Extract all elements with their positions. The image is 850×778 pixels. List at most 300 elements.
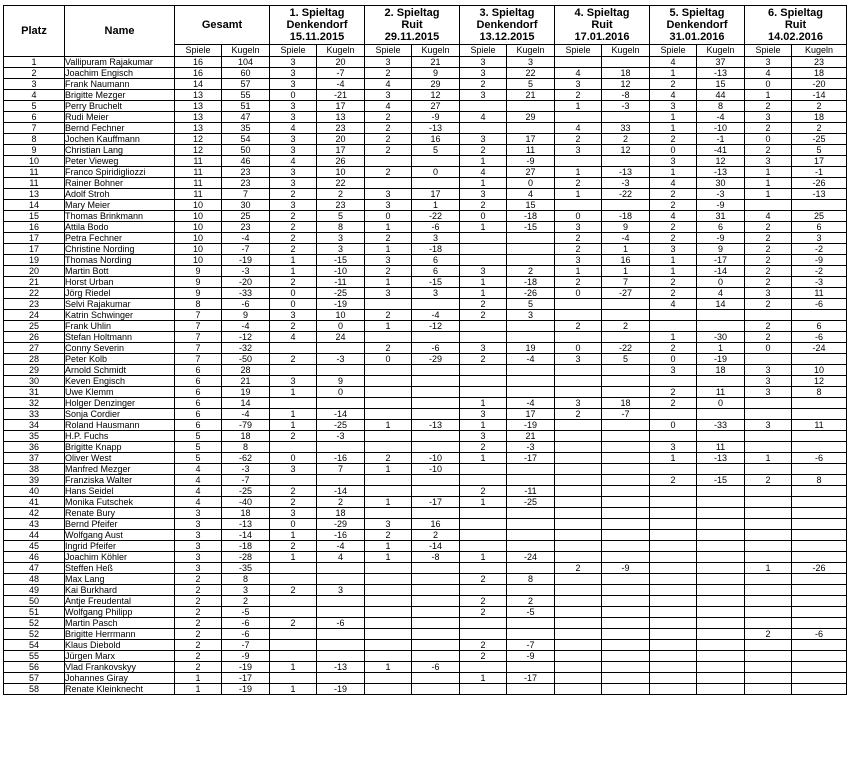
player-name-cell: Manfred Mezger — [65, 464, 175, 475]
day-5-balls-cell: -19 — [697, 354, 745, 365]
total-games-cell: 6 — [175, 420, 222, 431]
day-6-balls-cell: -6 — [792, 299, 847, 310]
day-3-balls-cell — [507, 662, 555, 673]
day-1-games-cell: 2 — [270, 354, 317, 365]
day-4-games-cell — [555, 387, 602, 398]
day-4-balls-cell — [602, 651, 650, 662]
table-row — [4, 497, 847, 508]
total-balls-cell: -40 — [222, 497, 270, 508]
total-balls-cell: -18 — [222, 541, 270, 552]
day-1-games-cell: 2 — [270, 585, 317, 596]
total-balls-cell: 60 — [222, 68, 270, 79]
day-5-games-cell — [650, 321, 697, 332]
day-5-games-cell: 4 — [650, 90, 697, 101]
col-header-spieltag-5: 5. Spieltag Denkendorf 31.01.2016 — [650, 6, 745, 45]
day-3-games-cell: 3 — [460, 90, 507, 101]
day-6-balls-cell: -14 — [792, 90, 847, 101]
day-1-balls-cell: -25 — [317, 288, 365, 299]
day-1-balls-cell — [317, 596, 365, 607]
table-row — [4, 68, 847, 79]
day-6-balls-cell — [792, 673, 847, 684]
day-3-games-cell: 2 — [460, 574, 507, 585]
day-1-games-cell: 3 — [270, 167, 317, 178]
day-4-balls-cell — [602, 552, 650, 563]
player-name-cell: Wolfgang Aust — [65, 530, 175, 541]
day-4-balls-cell — [602, 607, 650, 618]
total-balls-cell: -3 — [222, 464, 270, 475]
day-4-balls-cell — [602, 299, 650, 310]
player-name-cell: Antje Freudental — [65, 596, 175, 607]
day-6-games-cell: 3 — [745, 156, 792, 167]
day-5-games-cell: 4 — [650, 211, 697, 222]
total-games-cell: 5 — [175, 453, 222, 464]
day-6-games-cell: 2 — [745, 321, 792, 332]
day-5-balls-cell: -9 — [697, 200, 745, 211]
player-name-cell: Christian Lang — [65, 145, 175, 156]
player-name-cell: Steffen Heß — [65, 563, 175, 574]
day-5-games-cell: 2 — [650, 343, 697, 354]
day-3-balls-cell — [507, 464, 555, 475]
rank-cell: 17 — [4, 233, 65, 244]
day-5-balls-cell: 31 — [697, 211, 745, 222]
player-name-cell: Thomas Brinkmann — [65, 211, 175, 222]
rank-cell: 41 — [4, 497, 65, 508]
table-row — [4, 563, 847, 574]
total-games-cell: 6 — [175, 365, 222, 376]
day-3-games-cell: 3 — [460, 431, 507, 442]
day-6-games-cell: 3 — [745, 365, 792, 376]
day-5-balls-cell — [697, 376, 745, 387]
day-3-balls-cell — [507, 530, 555, 541]
day-5-balls-cell — [697, 310, 745, 321]
day-1-balls-cell — [317, 629, 365, 640]
day-5-games-cell: 1 — [650, 332, 697, 343]
day-5-balls-cell — [697, 629, 745, 640]
day-6-balls-cell — [792, 398, 847, 409]
day-1-balls-cell — [317, 475, 365, 486]
day-2-games-cell — [365, 508, 412, 519]
day-5-games-cell: 3 — [650, 442, 697, 453]
day-5-games-cell — [650, 497, 697, 508]
table-row — [4, 530, 847, 541]
player-name-cell: H.P. Fuchs — [65, 431, 175, 442]
day-4-games-cell: 1 — [555, 189, 602, 200]
day-2-balls-cell: -13 — [412, 420, 460, 431]
day-1-games-cell: 2 — [270, 486, 317, 497]
total-games-cell: 13 — [175, 101, 222, 112]
day-4-games-cell: 2 — [555, 277, 602, 288]
sub-header-spiele: Spiele — [365, 45, 412, 57]
total-balls-cell: -7 — [222, 640, 270, 651]
rank-cell: 40 — [4, 486, 65, 497]
day-6-balls-cell — [792, 464, 847, 475]
day-4-games-cell: 3 — [555, 354, 602, 365]
total-games-cell: 9 — [175, 266, 222, 277]
day-5-balls-cell: -1 — [697, 134, 745, 145]
day-6-games-cell — [745, 541, 792, 552]
day-1-games-cell: 2 — [270, 244, 317, 255]
rank-cell: 9 — [4, 145, 65, 156]
day-2-games-cell — [365, 629, 412, 640]
day-6-games-cell — [745, 651, 792, 662]
total-games-cell: 4 — [175, 464, 222, 475]
day-6-balls-cell: 18 — [792, 68, 847, 79]
day-3-balls-cell: 17 — [507, 134, 555, 145]
table-row — [4, 233, 847, 244]
player-name-cell: Frank Uhlin — [65, 321, 175, 332]
day-4-games-cell: 3 — [555, 222, 602, 233]
rank-cell: 22 — [4, 288, 65, 299]
player-name-cell: Martin Pasch — [65, 618, 175, 629]
day-2-balls-cell — [412, 178, 460, 189]
day-6-games-cell: 2 — [745, 123, 792, 134]
day-1-games-cell: 3 — [270, 376, 317, 387]
total-balls-cell: -14 — [222, 530, 270, 541]
day-2-balls-cell — [412, 640, 460, 651]
total-balls-cell: 23 — [222, 178, 270, 189]
day-4-balls-cell — [602, 585, 650, 596]
day-6-games-cell — [745, 486, 792, 497]
day-3-balls-cell: 8 — [507, 574, 555, 585]
day-2-balls-cell: 17 — [412, 189, 460, 200]
day-6-games-cell — [745, 673, 792, 684]
day-2-games-cell — [365, 156, 412, 167]
total-balls-cell: -4 — [222, 409, 270, 420]
day-5-games-cell — [650, 409, 697, 420]
rank-cell: 56 — [4, 662, 65, 673]
day-5-games-cell: 2 — [650, 222, 697, 233]
total-balls-cell: 47 — [222, 112, 270, 123]
day-6-games-cell: 3 — [745, 376, 792, 387]
table-row — [4, 475, 847, 486]
ranking-sheet — [3, 5, 847, 695]
day-1-games-cell: 2 — [270, 431, 317, 442]
player-name-cell: Attila Bodo — [65, 222, 175, 233]
day-5-games-cell — [650, 585, 697, 596]
day-6-games-cell — [745, 431, 792, 442]
day-3-balls-cell: 11 — [507, 145, 555, 156]
day-4-balls-cell — [602, 596, 650, 607]
total-games-cell: 5 — [175, 442, 222, 453]
day-4-balls-cell — [602, 530, 650, 541]
day-6-balls-cell: 18 — [792, 112, 847, 123]
day-4-games-cell: 0 — [555, 211, 602, 222]
rank-cell: 10 — [4, 156, 65, 167]
day-3-games-cell: 2 — [460, 145, 507, 156]
day-5-games-cell: 2 — [650, 189, 697, 200]
day-6-games-cell — [745, 409, 792, 420]
table-row — [4, 651, 847, 662]
day-1-games-cell: 3 — [270, 134, 317, 145]
day-2-games-cell — [365, 178, 412, 189]
rank-cell: 46 — [4, 552, 65, 563]
rank-cell: 37 — [4, 453, 65, 464]
day-2-games-cell: 2 — [365, 112, 412, 123]
rank-cell: 42 — [4, 508, 65, 519]
rank-cell: 31 — [4, 387, 65, 398]
rank-cell: 8 — [4, 134, 65, 145]
day-4-games-cell: 2 — [555, 90, 602, 101]
table-row — [4, 288, 847, 299]
day-6-games-cell — [745, 607, 792, 618]
total-games-cell: 4 — [175, 486, 222, 497]
day-5-games-cell: 4 — [650, 57, 697, 68]
total-games-cell: 11 — [175, 156, 222, 167]
rank-cell: 32 — [4, 398, 65, 409]
rank-cell: 28 — [4, 354, 65, 365]
day-3-games-cell: 3 — [460, 68, 507, 79]
rank-cell: 45 — [4, 541, 65, 552]
day-1-balls-cell: 13 — [317, 112, 365, 123]
day-1-games-cell: 2 — [270, 211, 317, 222]
table-row — [4, 57, 847, 68]
day-1-games-cell: 3 — [270, 310, 317, 321]
table-row — [4, 299, 847, 310]
total-games-cell: 7 — [175, 343, 222, 354]
day-3-games-cell — [460, 464, 507, 475]
day-6-games-cell: 0 — [745, 134, 792, 145]
day-6-games-cell: 4 — [745, 211, 792, 222]
day-2-balls-cell — [412, 486, 460, 497]
day-1-balls-cell: 0 — [317, 321, 365, 332]
day-5-balls-cell: -13 — [697, 167, 745, 178]
player-name-cell: Wolfgang Philipp — [65, 607, 175, 618]
total-games-cell: 3 — [175, 552, 222, 563]
day-2-games-cell: 2 — [365, 167, 412, 178]
player-name-cell: Petra Fechner — [65, 233, 175, 244]
day-3-games-cell — [460, 508, 507, 519]
day-2-balls-cell — [412, 299, 460, 310]
total-games-cell: 3 — [175, 563, 222, 574]
total-balls-cell: -6 — [222, 299, 270, 310]
total-games-cell: 7 — [175, 321, 222, 332]
day-3-balls-cell: 21 — [507, 431, 555, 442]
day-2-balls-cell: -9 — [412, 112, 460, 123]
table-row — [4, 409, 847, 420]
day-1-balls-cell: -16 — [317, 530, 365, 541]
rank-cell: 47 — [4, 563, 65, 574]
day-5-balls-cell: -41 — [697, 145, 745, 156]
day-1-games-cell: 0 — [270, 288, 317, 299]
day-6-games-cell — [745, 398, 792, 409]
day-3-games-cell: 3 — [460, 343, 507, 354]
table-row — [4, 398, 847, 409]
rank-cell: 20 — [4, 266, 65, 277]
day-3-balls-cell: -17 — [507, 673, 555, 684]
player-name-cell: Brigitte Herrmann — [65, 629, 175, 640]
day-6-balls-cell — [792, 574, 847, 585]
day-5-balls-cell: 1 — [697, 343, 745, 354]
day-1-balls-cell: -3 — [317, 354, 365, 365]
day-4-games-cell: 1 — [555, 266, 602, 277]
day-3-balls-cell: -3 — [507, 442, 555, 453]
day-3-games-cell: 2 — [460, 200, 507, 211]
day-1-games-cell: 2 — [270, 541, 317, 552]
table-row — [4, 662, 847, 673]
table-row — [4, 640, 847, 651]
day-1-games-cell: 4 — [270, 123, 317, 134]
table-row — [4, 266, 847, 277]
day-5-balls-cell: 37 — [697, 57, 745, 68]
day-4-games-cell — [555, 607, 602, 618]
day-2-balls-cell — [412, 387, 460, 398]
day-6-balls-cell — [792, 684, 847, 695]
total-games-cell: 7 — [175, 310, 222, 321]
day-6-games-cell: 1 — [745, 90, 792, 101]
day-3-balls-cell — [507, 629, 555, 640]
rank-cell: 4 — [4, 90, 65, 101]
day-2-games-cell — [365, 640, 412, 651]
rank-cell: 25 — [4, 321, 65, 332]
day-5-games-cell — [650, 486, 697, 497]
day-4-balls-cell: -18 — [602, 211, 650, 222]
day-2-games-cell — [365, 387, 412, 398]
day-1-games-cell: 2 — [270, 189, 317, 200]
table-row — [4, 387, 847, 398]
total-balls-cell: 8 — [222, 442, 270, 453]
day-2-balls-cell: -10 — [412, 453, 460, 464]
total-games-cell: 1 — [175, 673, 222, 684]
day-6-games-cell: 2 — [745, 145, 792, 156]
total-balls-cell: -6 — [222, 618, 270, 629]
table-row — [4, 365, 847, 376]
table-row — [4, 244, 847, 255]
total-balls-cell: 3 — [222, 585, 270, 596]
day-4-balls-cell: -7 — [602, 409, 650, 420]
total-balls-cell: -19 — [222, 255, 270, 266]
day-2-games-cell: 1 — [365, 420, 412, 431]
rank-cell: 17 — [4, 244, 65, 255]
day-3-games-cell: 3 — [460, 189, 507, 200]
rank-cell: 55 — [4, 651, 65, 662]
total-games-cell: 10 — [175, 255, 222, 266]
day-6-balls-cell — [792, 662, 847, 673]
day-1-games-cell: 1 — [270, 552, 317, 563]
day-5-games-cell: 2 — [650, 398, 697, 409]
ranking-table — [3, 5, 847, 695]
day-1-games-cell: 3 — [270, 101, 317, 112]
col-header-spieltag-4: 4. Spieltag Ruit 17.01.2016 — [555, 6, 650, 45]
day-6-games-cell — [745, 618, 792, 629]
day-6-games-cell: 1 — [745, 178, 792, 189]
day-1-balls-cell — [317, 673, 365, 684]
day-3-balls-cell — [507, 475, 555, 486]
player-name-cell: Thomas Nording — [65, 255, 175, 266]
day-5-games-cell: 2 — [650, 134, 697, 145]
rank-cell: 15 — [4, 211, 65, 222]
rank-cell: 3 — [4, 79, 65, 90]
day-1-balls-cell: 22 — [317, 178, 365, 189]
day-6-balls-cell — [792, 640, 847, 651]
day-2-balls-cell: -8 — [412, 552, 460, 563]
day-5-games-cell — [650, 431, 697, 442]
table-row — [4, 101, 847, 112]
day-4-games-cell — [555, 486, 602, 497]
table-row — [4, 200, 847, 211]
day-3-games-cell: 4 — [460, 167, 507, 178]
table-row — [4, 332, 847, 343]
day-4-games-cell: 4 — [555, 68, 602, 79]
day-5-games-cell: 1 — [650, 123, 697, 134]
day-6-games-cell: 3 — [745, 387, 792, 398]
day-4-balls-cell — [602, 453, 650, 464]
day-5-games-cell — [650, 618, 697, 629]
total-games-cell: 2 — [175, 651, 222, 662]
day-6-games-cell: 1 — [745, 563, 792, 574]
day-6-balls-cell: -9 — [792, 255, 847, 266]
day-6-games-cell: 4 — [745, 68, 792, 79]
total-balls-cell: 8 — [222, 574, 270, 585]
day-2-balls-cell — [412, 431, 460, 442]
total-balls-cell: -12 — [222, 332, 270, 343]
total-balls-cell: -19 — [222, 684, 270, 695]
day-2-games-cell: 1 — [365, 222, 412, 233]
day-6-games-cell: 2 — [745, 222, 792, 233]
day-5-games-cell: 4 — [650, 178, 697, 189]
day-1-games-cell: 0 — [270, 453, 317, 464]
day-5-balls-cell — [697, 651, 745, 662]
total-balls-cell: -7 — [222, 244, 270, 255]
sub-header-kugeln: Kugeln — [222, 45, 270, 57]
day-2-balls-cell: -14 — [412, 541, 460, 552]
day-4-games-cell — [555, 497, 602, 508]
day-3-games-cell — [460, 365, 507, 376]
day-4-games-cell — [555, 112, 602, 123]
day-4-balls-cell — [602, 684, 650, 695]
day-4-games-cell: 0 — [555, 288, 602, 299]
day-3-balls-cell — [507, 244, 555, 255]
day-1-balls-cell: 23 — [317, 123, 365, 134]
day-5-balls-cell: -17 — [697, 255, 745, 266]
day-6-balls-cell — [792, 486, 847, 497]
day-5-games-cell: 2 — [650, 277, 697, 288]
day-3-games-cell: 1 — [460, 398, 507, 409]
day-1-balls-cell: -3 — [317, 431, 365, 442]
day-5-games-cell — [650, 574, 697, 585]
day-1-balls-cell: 18 — [317, 508, 365, 519]
sub-header-kugeln: Kugeln — [507, 45, 555, 57]
day-3-games-cell: 2 — [460, 442, 507, 453]
day-2-balls-cell: 6 — [412, 255, 460, 266]
day-5-balls-cell: -14 — [697, 266, 745, 277]
day-1-games-cell: 1 — [270, 662, 317, 673]
player-name-cell: Johannes Giray — [65, 673, 175, 684]
day-5-games-cell — [650, 662, 697, 673]
day-5-games-cell — [650, 684, 697, 695]
day-6-balls-cell: 10 — [792, 365, 847, 376]
day-1-balls-cell: 3 — [317, 585, 365, 596]
day-2-games-cell: 4 — [365, 101, 412, 112]
day-2-balls-cell: -17 — [412, 497, 460, 508]
day-5-games-cell — [650, 552, 697, 563]
day-5-games-cell: 3 — [650, 156, 697, 167]
day-3-balls-cell — [507, 519, 555, 530]
rank-cell: 7 — [4, 123, 65, 134]
day-1-games-cell — [270, 365, 317, 376]
player-name-cell: Bernd Pfeifer — [65, 519, 175, 530]
player-name-cell: Hans Seidel — [65, 486, 175, 497]
day-6-balls-cell: -20 — [792, 79, 847, 90]
day-2-balls-cell: 3 — [412, 288, 460, 299]
day-4-games-cell: 2 — [555, 321, 602, 332]
day-3-balls-cell: 2 — [507, 266, 555, 277]
day-1-balls-cell: 9 — [317, 376, 365, 387]
day-6-balls-cell — [792, 431, 847, 442]
day-2-games-cell: 1 — [365, 277, 412, 288]
day-5-balls-cell — [697, 684, 745, 695]
day-5-games-cell — [650, 310, 697, 321]
player-name-cell: Ingrid Pfeifer — [65, 541, 175, 552]
